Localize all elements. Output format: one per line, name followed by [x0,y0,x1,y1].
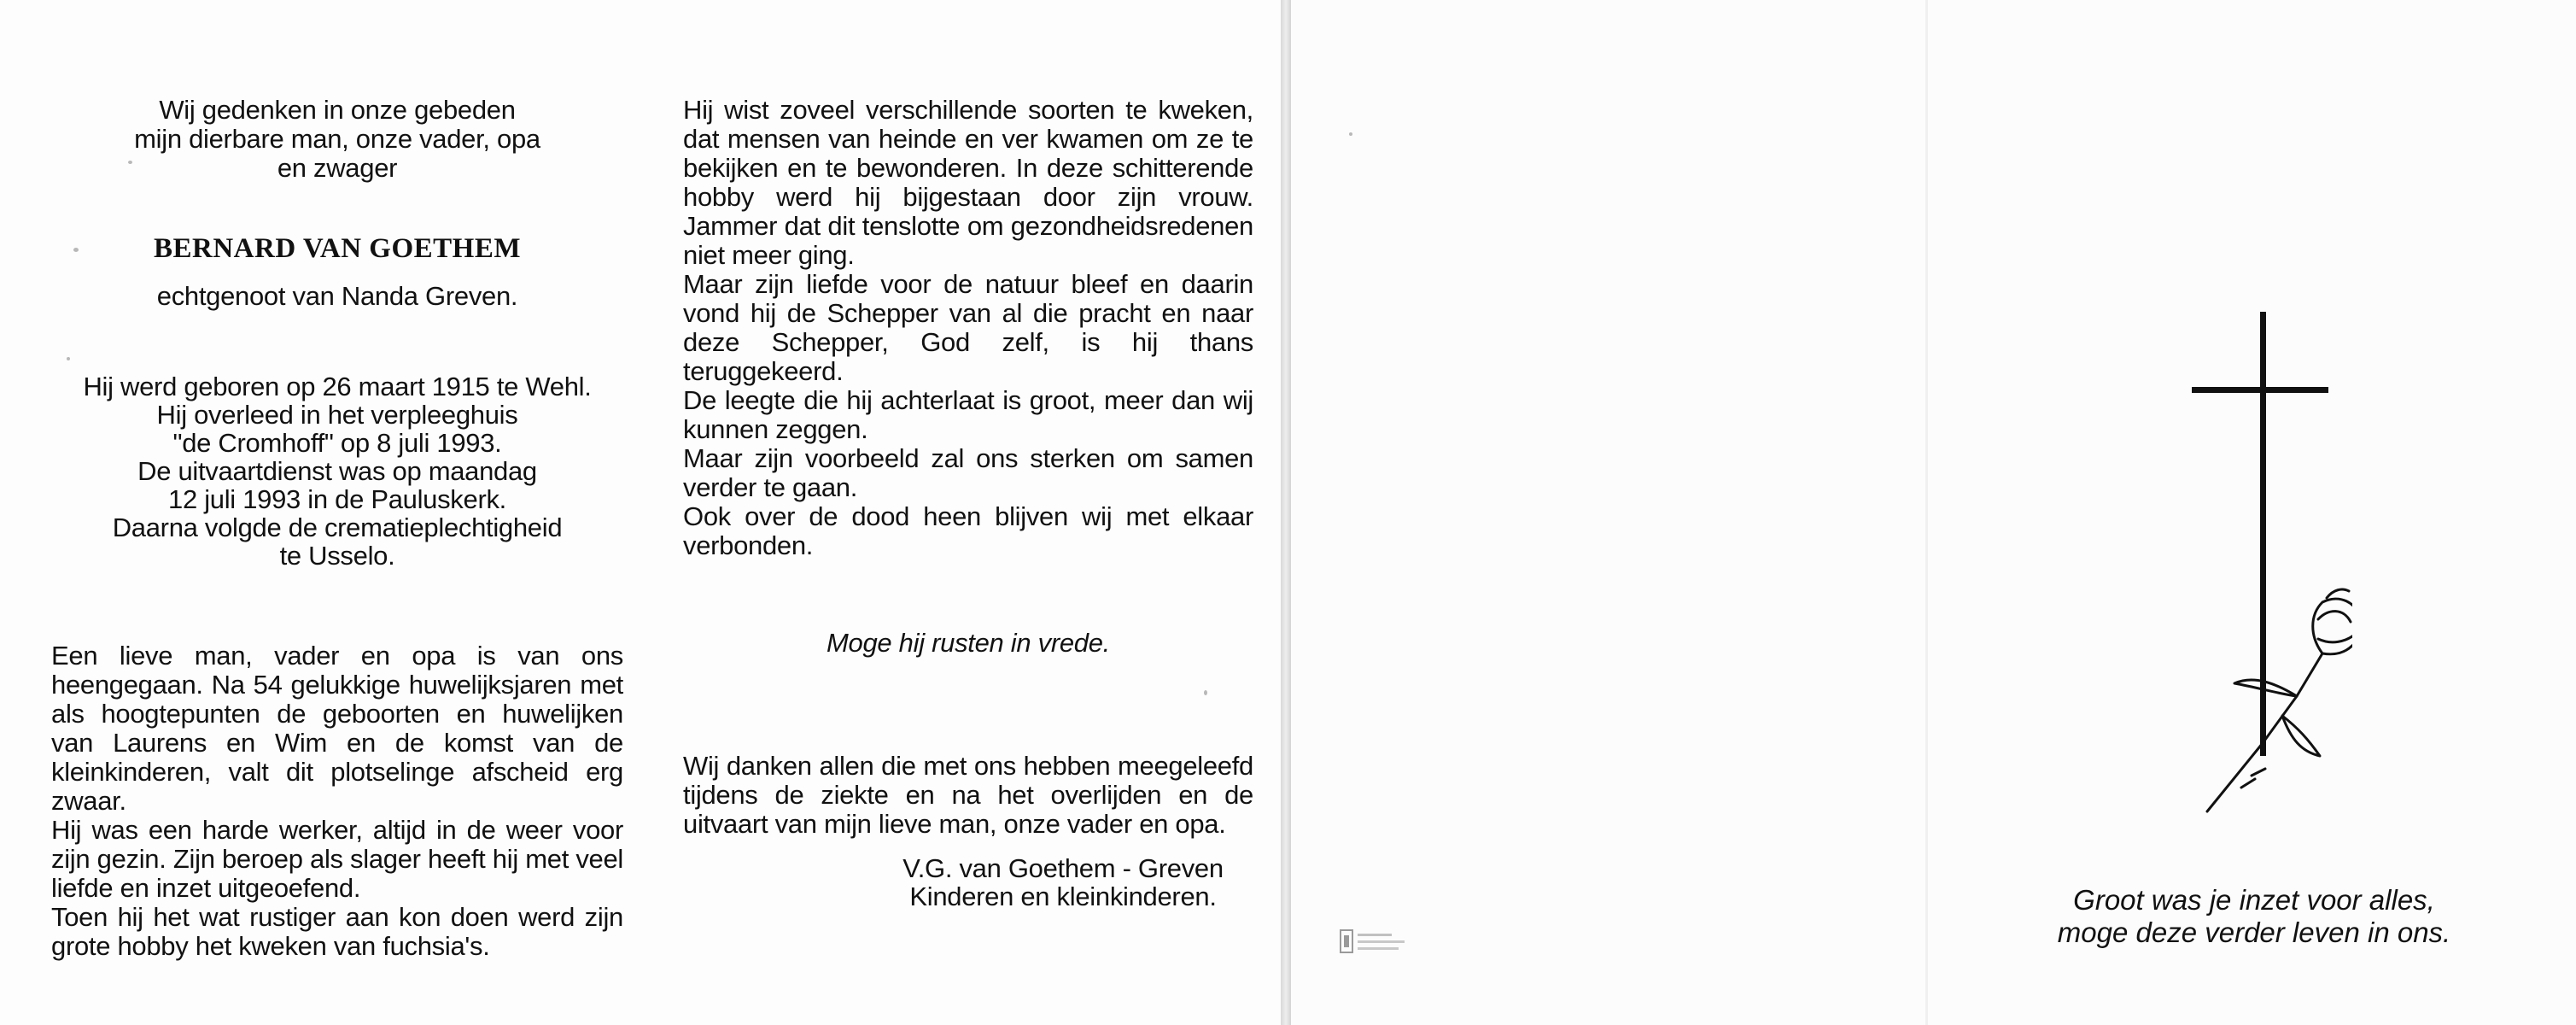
blessing: Moge hij rusten in vrede. [827,628,1110,658]
bio-line: te Usselo. [279,541,395,571]
story-continued [683,96,1253,560]
story-paragraph: De leegte die hij achterlaat is groot, meer dan wij kunnen zeggen. [683,385,1253,444]
thanks-text: Wij danken allen die met ons hebben meegeleefd tijdens de ziekte en na het overlijden en de uitvaart van mijn lieve man, onze vader en opa. [683,751,1253,839]
signature-line: Kinderen en kleinkinderen. [909,882,1217,911]
quote-line: moge deze verder leven in ons. [2057,917,2451,948]
intro-line: mijn dierbare man, onze vader, opa [134,124,540,154]
story-paragraph: Toen hij het wat rustiger aan kon doen werd zijn grote hobby het kweken van fuchsia's. [51,902,623,961]
speck [1349,132,1352,136]
story-paragraph: Hij wist zoveel verschillende soorten te kweken, dat mensen van heinde en ver kwamen om ze te bekijken en te bewonderen. In deze schitterende hobby werd hij bijgestaan door zijn vrouw. Jammer dat dit tenslotte om gezondheidsredenen niet meer ging. [683,95,1253,270]
deceased-name: BERNARD VAN GOETHEM [153,233,521,264]
memorial-quote [1964,884,2544,949]
quote-line: Groot was je inzet voor alles, [2073,884,2435,916]
left-column [51,96,623,961]
outer-spread [1291,0,2576,1025]
story-paragraph: Een lieve man, vader en opa is van ons heengegaan. Na 54 gelukkige huwelijksjaren met als hoogtepunten de geboorten en huwelijken van Laurens en Wim en de komst van de kleinkinderen, valt dit plotselinge afscheid erg zwaar. [51,641,623,816]
bio-line: Hij overleed in het verpleeghuis [156,400,518,430]
card-crease [1925,0,1928,1025]
story-paragraph: Maar zijn voorbeeld zal ons sterken om samen verder te gaan. [683,443,1253,502]
story-paragraph: Maar zijn liefde voor de natuur bleef en daarin vond hij de Schepper van al die pracht en naar deze Schepper, God zelf, is hij thans teruggekeerd. [683,269,1253,386]
bio-line: "de Cromhoff" op 8 juli 1993. [172,428,502,458]
printer-mark-icon [1339,927,1424,958]
intro-line: Wij gedenken in onze gebeden [159,95,516,125]
bio-line: Daarna volgde de crematieplechtigheid [112,512,563,542]
intro [51,96,623,183]
bio-line: 12 juli 1993 in de Pauluskerk. [168,484,506,514]
signature [884,854,1242,911]
signature-line: V.G. van Goethem - Greven [902,853,1224,883]
card-fold [1281,0,1291,1025]
biography [51,372,623,570]
middle-column [683,96,1253,911]
story [51,641,623,961]
cross-icon [2182,308,2352,820]
intro-line: en zwager [277,153,398,183]
bio-line: De uitvaartdienst was op maandag [137,456,537,486]
story-paragraph: Ook over de dood heen blijven wij met elkaar verbonden. [683,501,1253,560]
spouse-line: echtgenoot van Nanda Greven. [156,281,518,311]
bio-line: Hij werd geboren op 26 maart 1915 te Wehl. [83,372,592,401]
rose-icon [2207,589,2352,811]
story-paragraph: Hij was een harde werker, altijd in de weer voor zijn gezin. Zijn beroep als slager heeft hij met veel liefde en inzet uitgeoefend. [51,815,623,903]
